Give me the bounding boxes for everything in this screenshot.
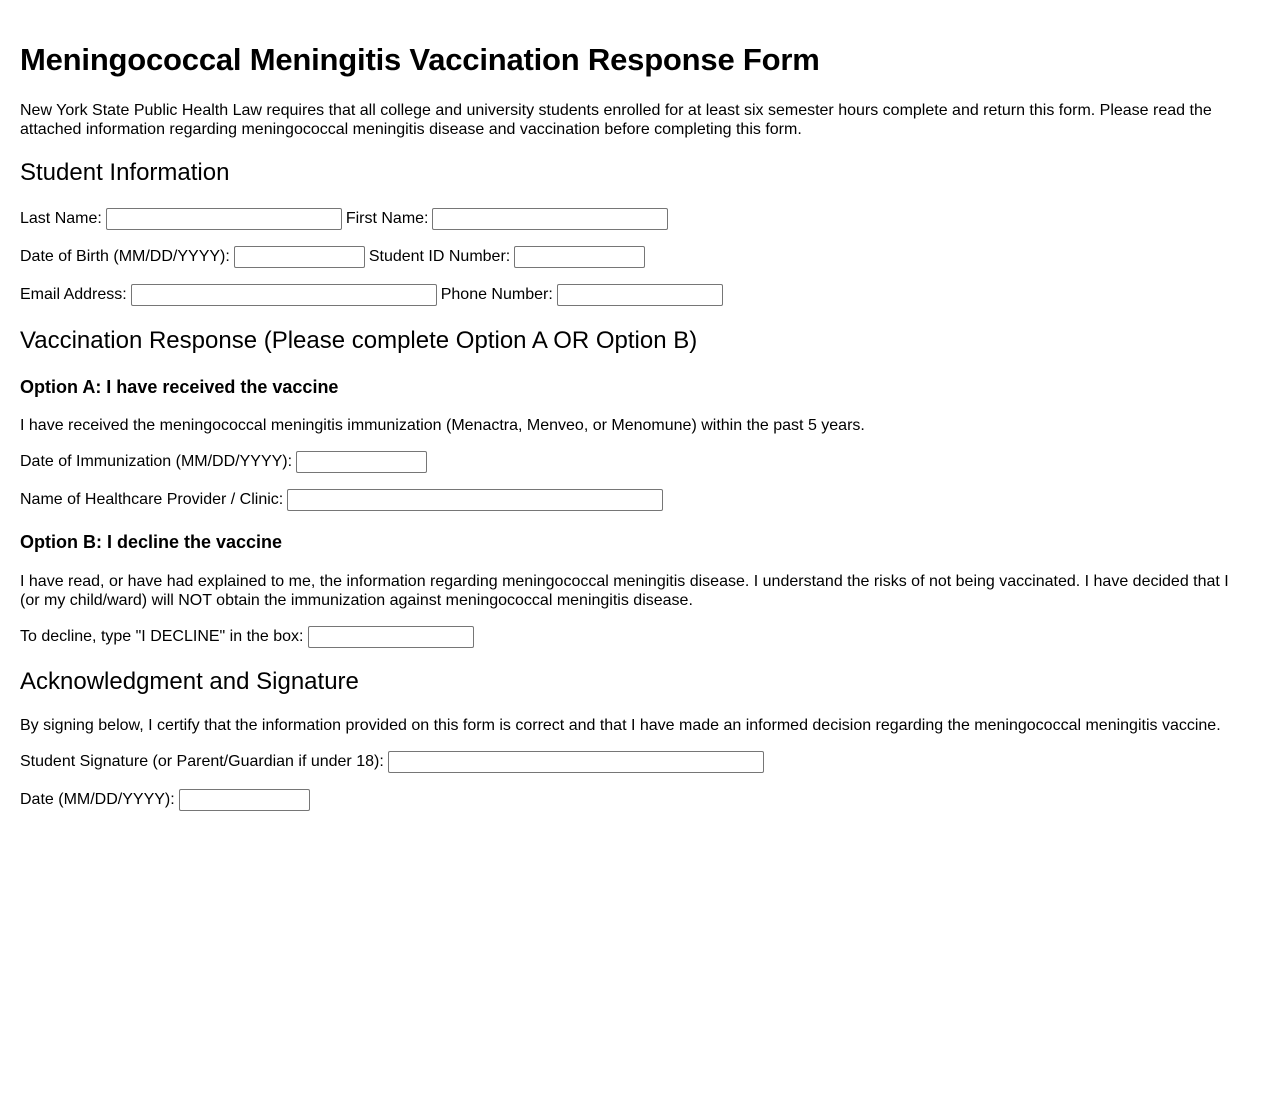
intro-paragraph: New York State Public Health Law requires that all college and university students enrolled for at least six semester hours complete and return this form. Please read the attached information regarding meningococcal meningitis disease and vaccination before completing this form. bbox=[20, 102, 1212, 138]
name-row bbox=[20, 207, 672, 231]
option-b-heading: Option B: I decline the vaccine bbox=[20, 532, 283, 552]
decline-input[interactable] bbox=[308, 626, 474, 648]
acknowledgment-text: By signing below, I certify that the information provided on this form is correct and that I have made an informed decision regarding the meningococcal meningitis vaccine. bbox=[20, 717, 1221, 734]
signature-date-row bbox=[20, 788, 314, 812]
student-info-heading: Student Information bbox=[20, 159, 230, 186]
provider-label: Name of Healthcare Provider / Clinic: bbox=[20, 491, 284, 508]
immunization-date-label: Date of Immunization (MM/DD/YYYY): bbox=[20, 453, 293, 470]
option-b-text: I have read, or have had explained to me, the information regarding meningococcal meningitis disease. I understand the risks of not being vaccinated. I have decided that I (or my child/ward) will NOT obtain the immunization against meningococcal meningitis disease. bbox=[20, 573, 1229, 609]
student-id-input[interactable] bbox=[514, 246, 645, 268]
signature-row bbox=[20, 750, 768, 774]
dob-input[interactable] bbox=[234, 246, 365, 268]
provider-input[interactable] bbox=[287, 489, 663, 511]
email-label: Email Address: bbox=[20, 286, 127, 303]
last-name-input[interactable] bbox=[106, 208, 342, 230]
signature-date-label: Date (MM/DD/YYYY): bbox=[20, 791, 175, 808]
option-a-heading: Option A: I have received the vaccine bbox=[20, 377, 339, 397]
option-a-text: I have received the meningococcal meningitis immunization (Menactra, Menveo, or Menomune) within the past 5 years. bbox=[20, 417, 865, 434]
decline-label: To decline, type "I DECLINE" in the box: bbox=[20, 628, 304, 645]
dob-id-row bbox=[20, 245, 649, 269]
decline-row bbox=[20, 625, 478, 649]
phone-input[interactable] bbox=[557, 284, 723, 306]
signature-date-input[interactable] bbox=[179, 789, 310, 811]
provider-row bbox=[20, 488, 667, 512]
email-input[interactable] bbox=[131, 284, 437, 306]
last-name-label: Last Name: bbox=[20, 210, 102, 227]
first-name-input[interactable] bbox=[432, 208, 668, 230]
dob-label: Date of Birth (MM/DD/YYYY): bbox=[20, 248, 230, 265]
page-title: Meningococcal Meningitis Vaccination Response Form bbox=[20, 42, 820, 77]
immunization-date-input[interactable] bbox=[296, 451, 427, 473]
signature-label: Student Signature (or Parent/Guardian if under 18): bbox=[20, 753, 384, 770]
contact-row bbox=[20, 283, 727, 307]
student-id-label: Student ID Number: bbox=[368, 248, 511, 265]
phone-label: Phone Number: bbox=[440, 286, 553, 303]
immunization-date-row bbox=[20, 450, 431, 474]
vaccination-response-heading: Vaccination Response (Please complete Option A OR Option B) bbox=[20, 327, 698, 354]
signature-input[interactable] bbox=[388, 751, 764, 773]
first-name-label: First Name: bbox=[345, 210, 429, 227]
acknowledgment-heading: Acknowledgment and Signature bbox=[20, 668, 359, 695]
